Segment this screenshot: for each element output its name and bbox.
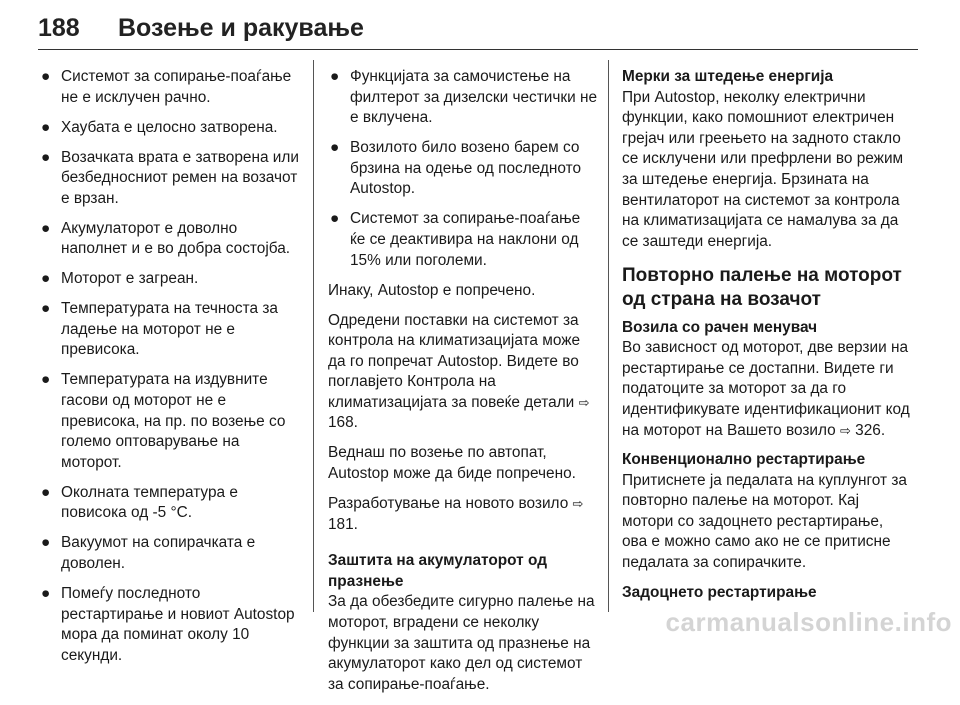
paragraph-climate-settings: Одредени поставки на системот за контрола на климатизацијата може да го попречат Autostop. Видете во поглавјето Контрола на климатизацијата за повеќе детали ⇨ 168. bbox=[328, 311, 590, 432]
bullet-icon: ● bbox=[330, 210, 340, 228]
bullet-icon: ● bbox=[41, 219, 51, 237]
conventional-restart-heading: Конвенционално рестартирање bbox=[622, 451, 866, 469]
condition-list-continued bbox=[328, 67, 598, 271]
page-reference-link[interactable]: 168. bbox=[328, 414, 358, 432]
list-item: ● Системот за сопирање-поаѓање не е исклучен рачно. bbox=[41, 68, 292, 106]
list-item: ● Акумулаторот е доволно наполнет и е во добра состојба. bbox=[41, 219, 291, 258]
condition-list bbox=[39, 67, 301, 666]
battery-protection-heading: Заштита на акумулаторот од празнење bbox=[328, 552, 547, 590]
list-item: ● Хаубата е целосно затворена. bbox=[39, 118, 301, 139]
list-item: ● Температурата на течноста за ладење на моторот не е превисока. bbox=[41, 300, 278, 359]
list-item: ● Возилото било возено барем со брзина на одење од последното Autostop. bbox=[330, 139, 582, 198]
manual-transmission-heading: Возила со рачен менувач bbox=[622, 318, 818, 336]
bullet-icon: ● bbox=[41, 371, 51, 389]
list-item: ● Температурата на издувните гасови од моторот не е превисока, на пр. по возење со големо оптоварување на моторот. bbox=[41, 371, 286, 471]
list-item: ● Возачката врата е затворена или безбедносниот ремен на возачот е врзан. bbox=[41, 148, 299, 207]
bullet-icon: ● bbox=[41, 68, 51, 85]
bullet-icon: ● bbox=[330, 139, 340, 157]
paragraph-running-in: Разработување на новото возило ⇨ 181. bbox=[328, 495, 584, 533]
delayed-restart-heading: Задоцнето рестартирање bbox=[622, 583, 817, 601]
list-item: ● Моторот е загреан. bbox=[39, 269, 301, 290]
paragraph-autostop-prevented: Инаку, Autostop е попречено. bbox=[328, 281, 536, 299]
bullet-icon: ● bbox=[41, 300, 51, 318]
bullet-icon: ● bbox=[41, 118, 51, 136]
page-reference-icon: ⇨ bbox=[578, 394, 590, 410]
column-3 bbox=[622, 67, 912, 603]
conventional-restart-text: Притиснете ја педалата на куплунгот за повторно палење на моторот. Кај мотори со задоцнето рестартирање, ова е можно само ако не се притисне педалата за сопирачките. bbox=[622, 471, 907, 572]
bullet-icon: ● bbox=[41, 148, 51, 166]
bullet-icon: ● bbox=[330, 68, 340, 85]
column-1 bbox=[39, 67, 301, 676]
watermark: carmanualsonline.info bbox=[665, 607, 952, 637]
bullet-icon: ● bbox=[41, 483, 51, 501]
header-rule bbox=[38, 49, 918, 50]
page-reference-icon: ⇨ bbox=[572, 496, 584, 512]
page-reference-icon: ⇨ bbox=[839, 422, 851, 438]
energy-saving-text: При Autostop, неколку електрични функции, како помошниот електричен грејач или греењето на задното стакло се исклучени или префрлени во режим за штедење енергија. Брзината на вентилаторот на системот за контрола на климатизацијата се намалува за да се заштеди енергија. bbox=[622, 88, 904, 250]
page-header bbox=[38, 14, 918, 54]
page-reference-link[interactable]: 326. bbox=[855, 421, 886, 439]
list-item: ● Вакуумот на сопирачката е доволен. bbox=[41, 534, 256, 572]
bullet-icon: ● bbox=[41, 270, 51, 288]
column-divider-2 bbox=[608, 60, 609, 612]
paragraph-highway: Веднаш по возење по автопат, Autostop може да биде попречено. bbox=[328, 444, 576, 483]
battery-protection-text: За да обезбедите сигурно палење на моторот, вградени се неколку функции за заштита од празнење на акумулаторот како дел од системот за сопирање-поаѓање. bbox=[328, 593, 595, 693]
list-item: ● Функцијата за самочистење на филтерот за дизелски честички не е вклучена. bbox=[330, 68, 598, 127]
page-reference-link[interactable]: 181. bbox=[328, 515, 358, 533]
driver-restart-heading: Повторно палење на моторот од страна на возачот bbox=[622, 265, 902, 310]
bullet-icon: ● bbox=[41, 534, 51, 552]
list-item: ● Околната температура е повисока од -5 °C. bbox=[41, 483, 238, 522]
column-divider-1 bbox=[313, 60, 314, 612]
manual-transmission-text: Во зависност од моторот, две верзии на рестартирање се достапни. Видете ги податоците за моторот за да го идентификувате идентификационит код на моторот на Вашето возило ⇨ 326. bbox=[622, 339, 910, 439]
column-2 bbox=[328, 67, 598, 705]
list-item: ● Помеѓу последното рестартирање и новиот Autostop мора да поминат околу 10 секунди. bbox=[41, 584, 295, 664]
page-number: 188 bbox=[38, 14, 80, 42]
list-item: ● Системот за сопирање-поаѓање ќе се деактивира на наклони од 15% или поголеми. bbox=[330, 210, 581, 269]
energy-saving-heading: Мерки за штедење енергија bbox=[622, 68, 834, 85]
page-title: Возење и ракување bbox=[118, 14, 364, 42]
bullet-icon: ● bbox=[41, 584, 51, 602]
